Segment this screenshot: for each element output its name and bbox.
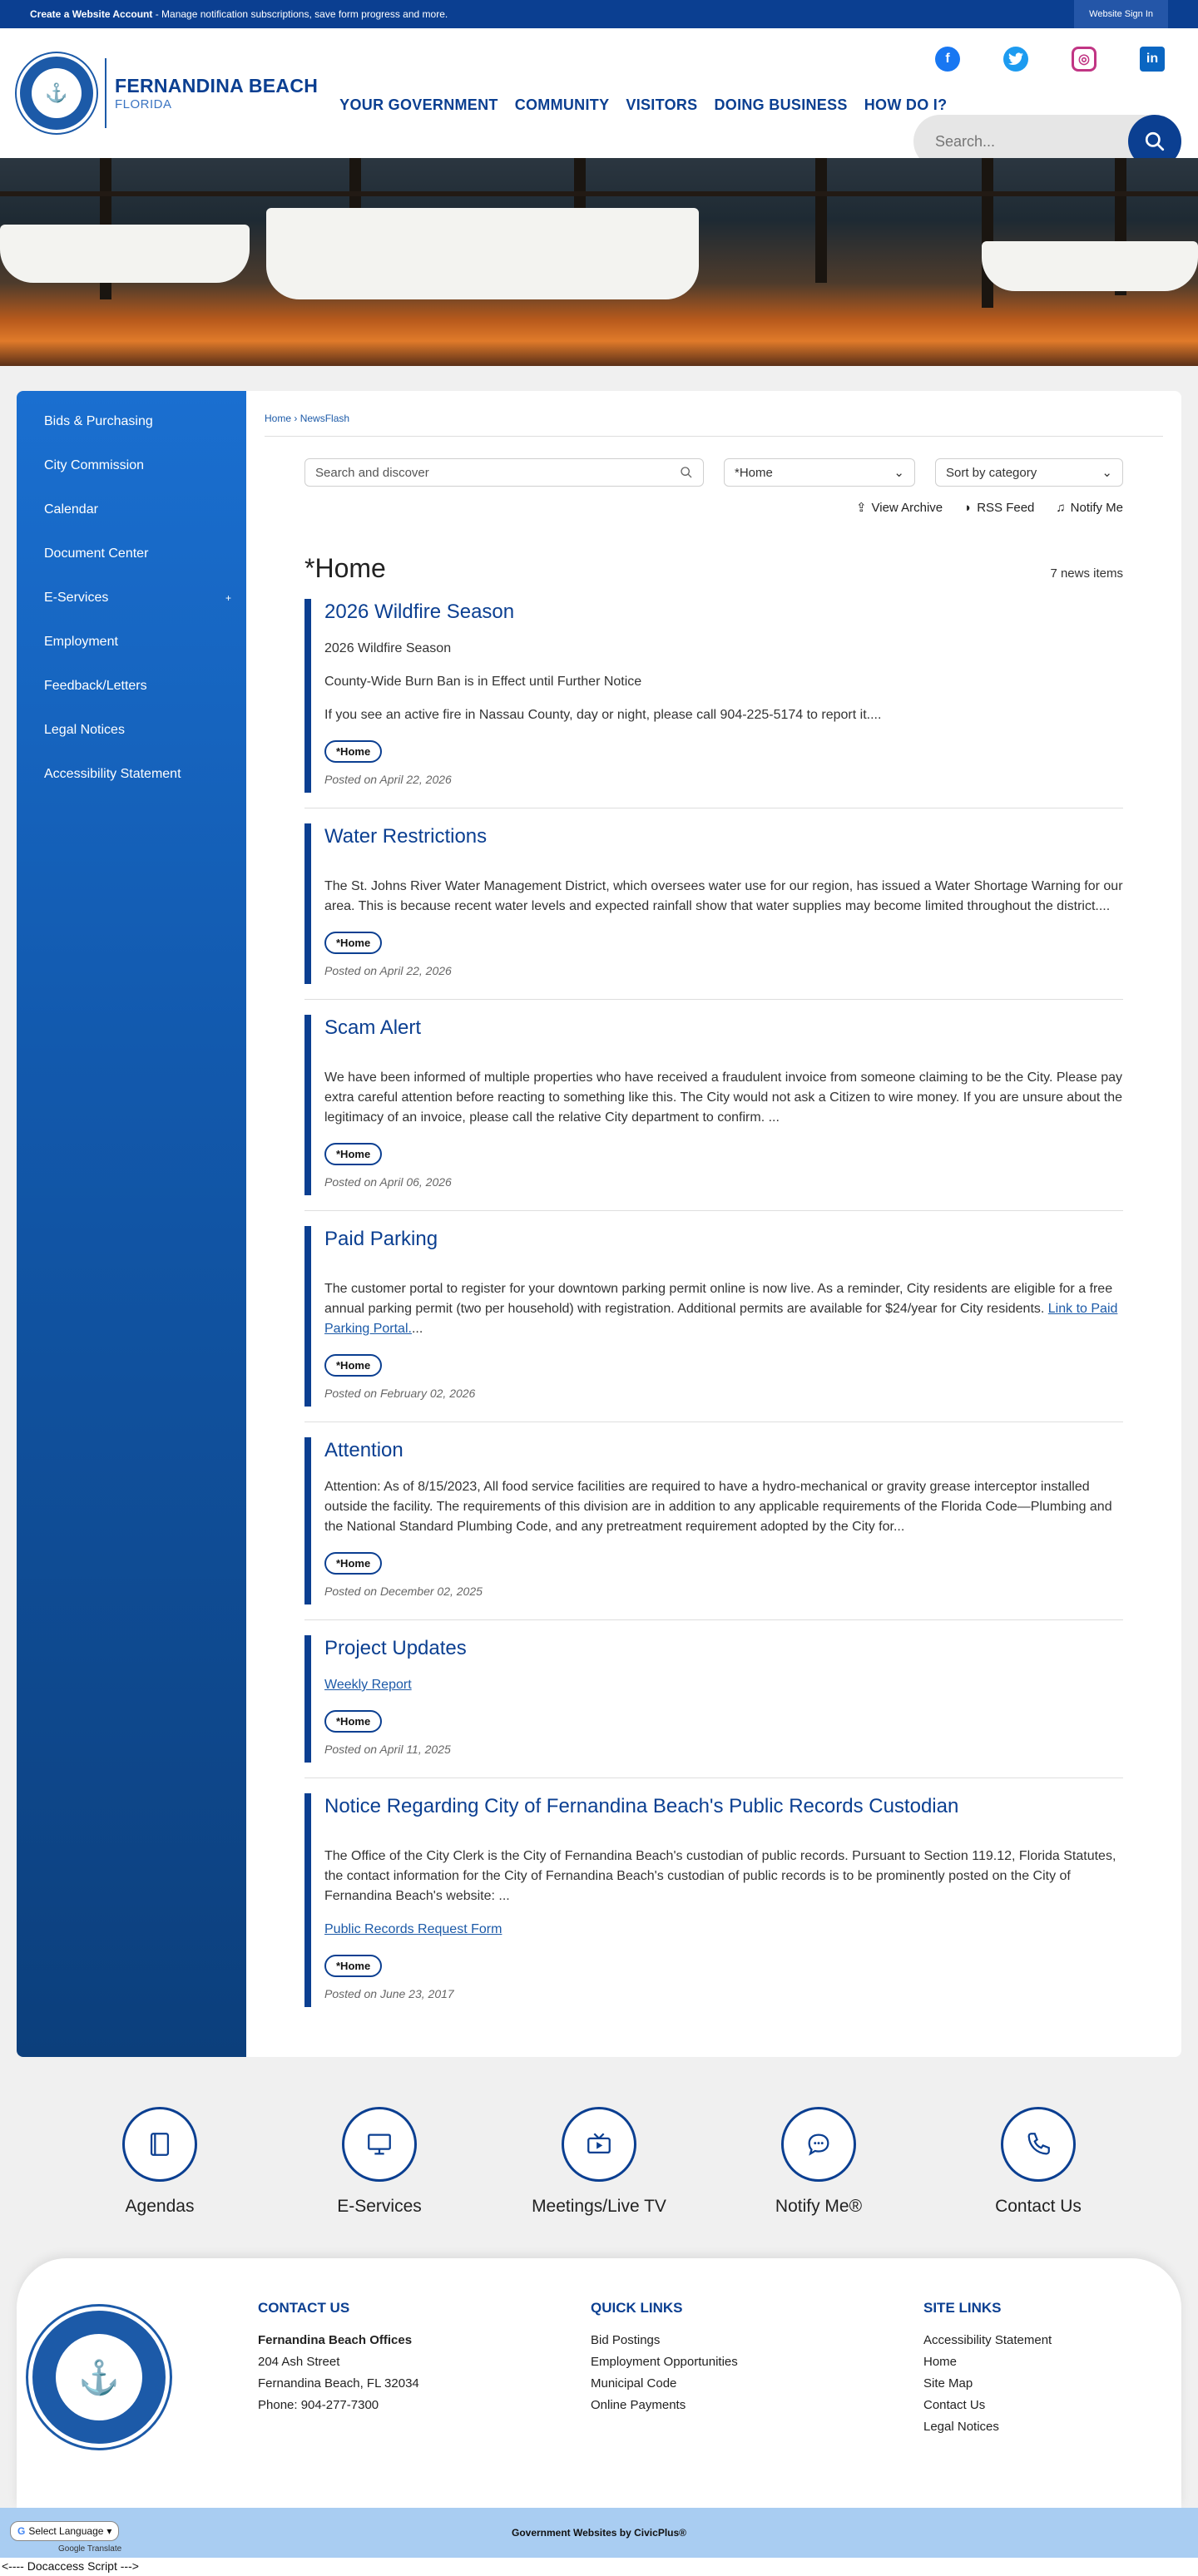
news-item-project-updates bbox=[304, 1635, 1123, 1778]
social-links bbox=[935, 47, 1165, 72]
footer-city-seal-icon: ⚓ bbox=[28, 2307, 170, 2448]
sidebar-item-bids[interactable] bbox=[17, 399, 246, 443]
category-tag[interactable]: *Home bbox=[324, 932, 382, 954]
category-select-value: *Home bbox=[735, 465, 773, 480]
facebook-icon[interactable]: f bbox=[935, 47, 960, 72]
page-title: *Home bbox=[304, 553, 386, 583]
dropdown-triangle-icon: ▾ bbox=[106, 2525, 112, 2537]
footer-office-name: Fernandina Beach Offices bbox=[258, 2333, 413, 2347]
quick-link-label: Agendas bbox=[125, 2197, 195, 2216]
news-title[interactable]: Paid Parking bbox=[324, 1228, 438, 1250]
book-icon bbox=[146, 2130, 174, 2158]
footer-link-home[interactable]: Home bbox=[923, 2355, 958, 2369]
footer-link-contact-us[interactable]: Contact Us bbox=[923, 2398, 986, 2412]
news-title[interactable]: Scam Alert bbox=[324, 1016, 422, 1039]
phone-icon bbox=[1024, 2130, 1052, 2158]
chat-bubble-icon bbox=[804, 2130, 833, 2158]
logo-subtitle: FLORIDA bbox=[115, 97, 172, 111]
main-navigation bbox=[339, 96, 947, 114]
category-tag[interactable]: *Home bbox=[324, 1143, 382, 1165]
breadcrumb-home[interactable]: Home bbox=[265, 413, 292, 424]
news-item-attention bbox=[304, 1437, 1123, 1620]
footer-link-online-payments[interactable]: Online Payments bbox=[591, 2398, 686, 2412]
footer-site-links-title: SITE LINKS bbox=[923, 2300, 1002, 2316]
city-seal-icon: ⚓ bbox=[17, 53, 97, 133]
category-tag[interactable]: *Home bbox=[324, 1552, 382, 1575]
footer-link-employment[interactable]: Employment Opportunities bbox=[591, 2355, 738, 2369]
news-text bbox=[324, 1279, 1123, 1339]
breadcrumb-separator: › bbox=[291, 413, 300, 424]
news-title[interactable]: Water Restrictions bbox=[324, 825, 488, 848]
news-title[interactable]: Attention bbox=[324, 1439, 403, 1461]
footer-phone: Phone: 904-277-7300 bbox=[258, 2398, 379, 2412]
sidebar-item-label: Employment bbox=[44, 634, 118, 649]
nav-your-government[interactable]: YOUR GOVERNMENT bbox=[339, 96, 498, 113]
search-icon[interactable] bbox=[680, 466, 693, 479]
google-translate-label: Google Translate bbox=[58, 2544, 122, 2554]
quick-link-notify-me[interactable] bbox=[735, 2107, 902, 2217]
footer-site-links bbox=[923, 2300, 1173, 2491]
sidebar-item-label: Accessibility Statement bbox=[44, 766, 181, 781]
main-area bbox=[17, 391, 1181, 2057]
language-select-value: Select Language bbox=[28, 2525, 104, 2537]
quick-link-label: E-Services bbox=[337, 2197, 422, 2216]
view-archive-button[interactable] bbox=[856, 500, 943, 515]
footer-link-legal-notices[interactable]: Legal Notices bbox=[923, 2420, 999, 2434]
quick-links-bar bbox=[0, 2057, 1198, 2258]
twitter-icon[interactable] bbox=[1003, 47, 1028, 72]
quick-link-label: Notify Me® bbox=[775, 2197, 863, 2216]
monitor-icon bbox=[365, 2130, 394, 2158]
footer-address-line1: 204 Ash Street bbox=[258, 2355, 340, 2369]
logo-title: FERNANDINA BEACH bbox=[115, 75, 319, 96]
bell-icon: ♫ bbox=[1056, 500, 1066, 515]
nav-doing-business[interactable]: DOING BUSINESS bbox=[714, 96, 848, 113]
news-text: Attention: As of 8/15/2023, All food service facilities are required to have a hydro-mechanical or gravity grease interceptor installed outside the facility. The requirements of this division are in addition to any applicable requirements of the Florida Code—Plumbing and the National Standard Plumbing Code, and any pretreatment requirement adopted by the City for... bbox=[324, 1480, 1112, 1534]
posted-date: Posted on April 22, 2026 bbox=[324, 964, 452, 977]
category-tag[interactable]: *Home bbox=[324, 740, 382, 763]
sidebar-item-document-center[interactable] bbox=[17, 532, 246, 576]
website-sign-in-button[interactable]: Website Sign In bbox=[1074, 0, 1168, 28]
search-icon bbox=[1144, 131, 1166, 152]
notify-label: Notify Me bbox=[1070, 500, 1123, 515]
nav-community[interactable]: COMMUNITY bbox=[514, 96, 610, 113]
news-item-public-records bbox=[304, 1793, 1123, 2007]
news-text-body: The customer portal to register for your downtown parking permit online is now live. As a reminder, City residents are eligible for a free annual parking permit (two per household) with registration. Additional permits are available for $24/year for City residents. bbox=[324, 1282, 1113, 1316]
quick-link-e-services[interactable] bbox=[296, 2107, 463, 2217]
sidebar-nav bbox=[17, 391, 246, 2057]
rss-feed-button[interactable] bbox=[964, 500, 1034, 515]
news-text: The St. Johns River Water Management District, which oversees water use for our region, has issued a Water Shortage Warning for our area. This is because recent water levels and expected rainfall show that water supplies may become limited throughout the district.... bbox=[324, 879, 1123, 913]
footer-link-municipal-code[interactable]: Municipal Code bbox=[591, 2376, 677, 2391]
sidebar-item-label: Feedback/Letters bbox=[44, 678, 147, 693]
sidebar-item-e-services[interactable] bbox=[17, 576, 246, 620]
site-footer bbox=[17, 2258, 1181, 2508]
news-actions bbox=[265, 500, 1123, 515]
docaccess-script-text: <---- Docaccess Script ---> bbox=[0, 2558, 1198, 2576]
nav-visitors[interactable]: VISITORS bbox=[626, 96, 698, 113]
news-search-placeholder: Search and discover bbox=[315, 465, 429, 480]
quick-link-meetings-tv[interactable] bbox=[516, 2107, 682, 2217]
posted-date: Posted on April 11, 2025 bbox=[324, 1743, 451, 1756]
nav-how-do-i[interactable]: HOW DO I? bbox=[864, 96, 948, 113]
news-text: The Office of the City Clerk is the City of Fernandina Beach's custodian of public records. Pursuant to Section 119.12, Florida Statutes, the contact information for the City of Fernandina Beach's custodian of public records is to be prominently posted on the City of Fernandina Beach's website: ... bbox=[324, 1849, 1116, 1903]
news-text-ellipsis: ... bbox=[411, 1322, 423, 1336]
news-search-input[interactable] bbox=[304, 458, 704, 487]
create-account-link[interactable]: Create a Website Account bbox=[30, 8, 153, 20]
sidebar-item-calendar[interactable] bbox=[17, 487, 246, 532]
breadcrumb bbox=[265, 409, 1163, 437]
weekly-report-link[interactable]: Weekly Report bbox=[324, 1678, 412, 1692]
posted-date: Posted on April 06, 2026 bbox=[324, 1175, 452, 1189]
news-title[interactable]: 2026 Wildfire Season bbox=[324, 601, 515, 623]
language-select[interactable] bbox=[10, 2521, 119, 2541]
category-tag[interactable]: *Home bbox=[324, 1354, 382, 1377]
news-title[interactable]: Project Updates bbox=[324, 1637, 467, 1659]
news-list-header bbox=[304, 553, 1123, 584]
expand-plus-icon[interactable]: + bbox=[225, 591, 231, 604]
quick-link-label: Contact Us bbox=[995, 2197, 1082, 2216]
breadcrumb-newsflash[interactable]: NewsFlash bbox=[300, 413, 350, 424]
top-account-bar bbox=[0, 0, 1198, 28]
create-account-description: - Manage notification subscriptions, save form progress and more. bbox=[152, 8, 448, 20]
newsflash-content bbox=[246, 391, 1181, 2057]
site-logo[interactable] bbox=[17, 53, 318, 133]
category-tag[interactable]: *Home bbox=[324, 1710, 382, 1733]
news-item-parking bbox=[304, 1226, 1123, 1422]
sidebar-item-label: Bids & Purchasing bbox=[44, 413, 153, 428]
footer-link-accessibility[interactable]: Accessibility Statement bbox=[923, 2333, 1052, 2347]
footer-link-bid-postings[interactable]: Bid Postings bbox=[591, 2333, 661, 2347]
google-g-icon: G bbox=[17, 2525, 26, 2537]
civicplus-credit-link[interactable]: Government Websites by CivicPlus® bbox=[511, 2527, 687, 2539]
news-item-scam bbox=[304, 1015, 1123, 1211]
posted-date: Posted on February 02, 2026 bbox=[324, 1387, 476, 1400]
footer-link-site-map[interactable]: Site Map bbox=[923, 2376, 973, 2391]
news-item-wildfire bbox=[304, 599, 1123, 808]
bottom-credit-bar bbox=[0, 2508, 1198, 2558]
sidebar-item-label: Calendar bbox=[44, 502, 98, 517]
sidebar-item-employment[interactable] bbox=[17, 620, 246, 664]
news-count: 7 news items bbox=[1050, 566, 1123, 581]
quick-link-label: Meetings/Live TV bbox=[532, 2197, 666, 2216]
news-text: We have been informed of multiple properties who have received a fraudulent invoice from someone claiming to be the City. Please pay extra careful attention before reacting to something like this. The City would not ask a Citizen to wire money. If you are unsure about the legitimacy of an invoice, please call the relative City department to confirm. ... bbox=[324, 1070, 1123, 1125]
category-tag[interactable]: *Home bbox=[324, 1955, 382, 1977]
linkedin-icon[interactable]: in bbox=[1140, 47, 1165, 72]
rss-icon: ◗ bbox=[964, 500, 973, 515]
chevron-down-icon: ⌄ bbox=[894, 466, 904, 480]
notify-me-button[interactable] bbox=[1056, 500, 1123, 515]
posted-date: Posted on June 23, 2017 bbox=[324, 1987, 454, 2000]
view-archive-label: View Archive bbox=[871, 500, 943, 515]
sidebar-item-label: Legal Notices bbox=[44, 722, 125, 737]
quick-link-contact-us[interactable] bbox=[955, 2107, 1121, 2217]
footer-contact-title: CONTACT US bbox=[258, 2300, 350, 2316]
tv-icon bbox=[585, 2130, 613, 2158]
posted-date: Posted on December 02, 2025 bbox=[324, 1585, 483, 1598]
category-select[interactable] bbox=[724, 458, 915, 487]
paid-parking-portal-link[interactable]: Link to Paid Parking Portal. bbox=[324, 1302, 1118, 1336]
sidebar-item-label: E-Services bbox=[44, 590, 109, 605]
news-text: If you see an active fire in Nassau County, day or night, please call 904-225-5174 to report it.... bbox=[324, 708, 882, 722]
quick-link-agendas[interactable] bbox=[77, 2107, 243, 2217]
news-text: 2026 Wildfire Season bbox=[324, 641, 452, 655]
logo-divider bbox=[105, 58, 106, 128]
footer-quick-links-title: QUICK LINKS bbox=[591, 2300, 683, 2316]
site-header bbox=[0, 28, 1198, 158]
sidebar-item-city-commission[interactable] bbox=[17, 443, 246, 487]
footer-quick-links bbox=[591, 2300, 923, 2491]
sidebar-item-feedback[interactable] bbox=[17, 664, 246, 708]
chevron-down-icon: ⌄ bbox=[1101, 466, 1112, 480]
create-account-text[interactable] bbox=[30, 8, 448, 20]
rss-label: RSS Feed bbox=[977, 500, 1035, 515]
sidebar-item-accessibility[interactable] bbox=[17, 752, 246, 796]
news-title[interactable]: Notice Regarding City of Fernandina Beach's Public Records Custodian bbox=[324, 1795, 959, 1817]
public-records-request-link[interactable]: Public Records Request Form bbox=[324, 1922, 502, 1936]
footer-contact bbox=[258, 2300, 591, 2491]
news-item-water bbox=[304, 823, 1123, 1000]
sidebar-item-legal-notices[interactable] bbox=[17, 708, 246, 752]
news-text: County-Wide Burn Ban is in Effect until Further Notice bbox=[324, 675, 642, 689]
archive-icon: ⇪ bbox=[855, 501, 867, 515]
translate-label: Translate bbox=[87, 2544, 122, 2554]
sort-select-value: Sort by category bbox=[946, 465, 1037, 480]
site-search-input[interactable] bbox=[913, 133, 1121, 151]
sidebar-item-label: Document Center bbox=[44, 546, 149, 561]
instagram-icon[interactable]: ◎ bbox=[1072, 47, 1097, 72]
news-filters bbox=[304, 458, 1123, 487]
sort-select[interactable] bbox=[935, 458, 1123, 487]
footer-address-line2: Fernandina Beach, FL 32034 bbox=[258, 2376, 419, 2391]
sidebar-item-label: City Commission bbox=[44, 457, 145, 472]
posted-date: Posted on April 22, 2026 bbox=[324, 773, 452, 786]
hero-banner-image bbox=[0, 158, 1198, 366]
